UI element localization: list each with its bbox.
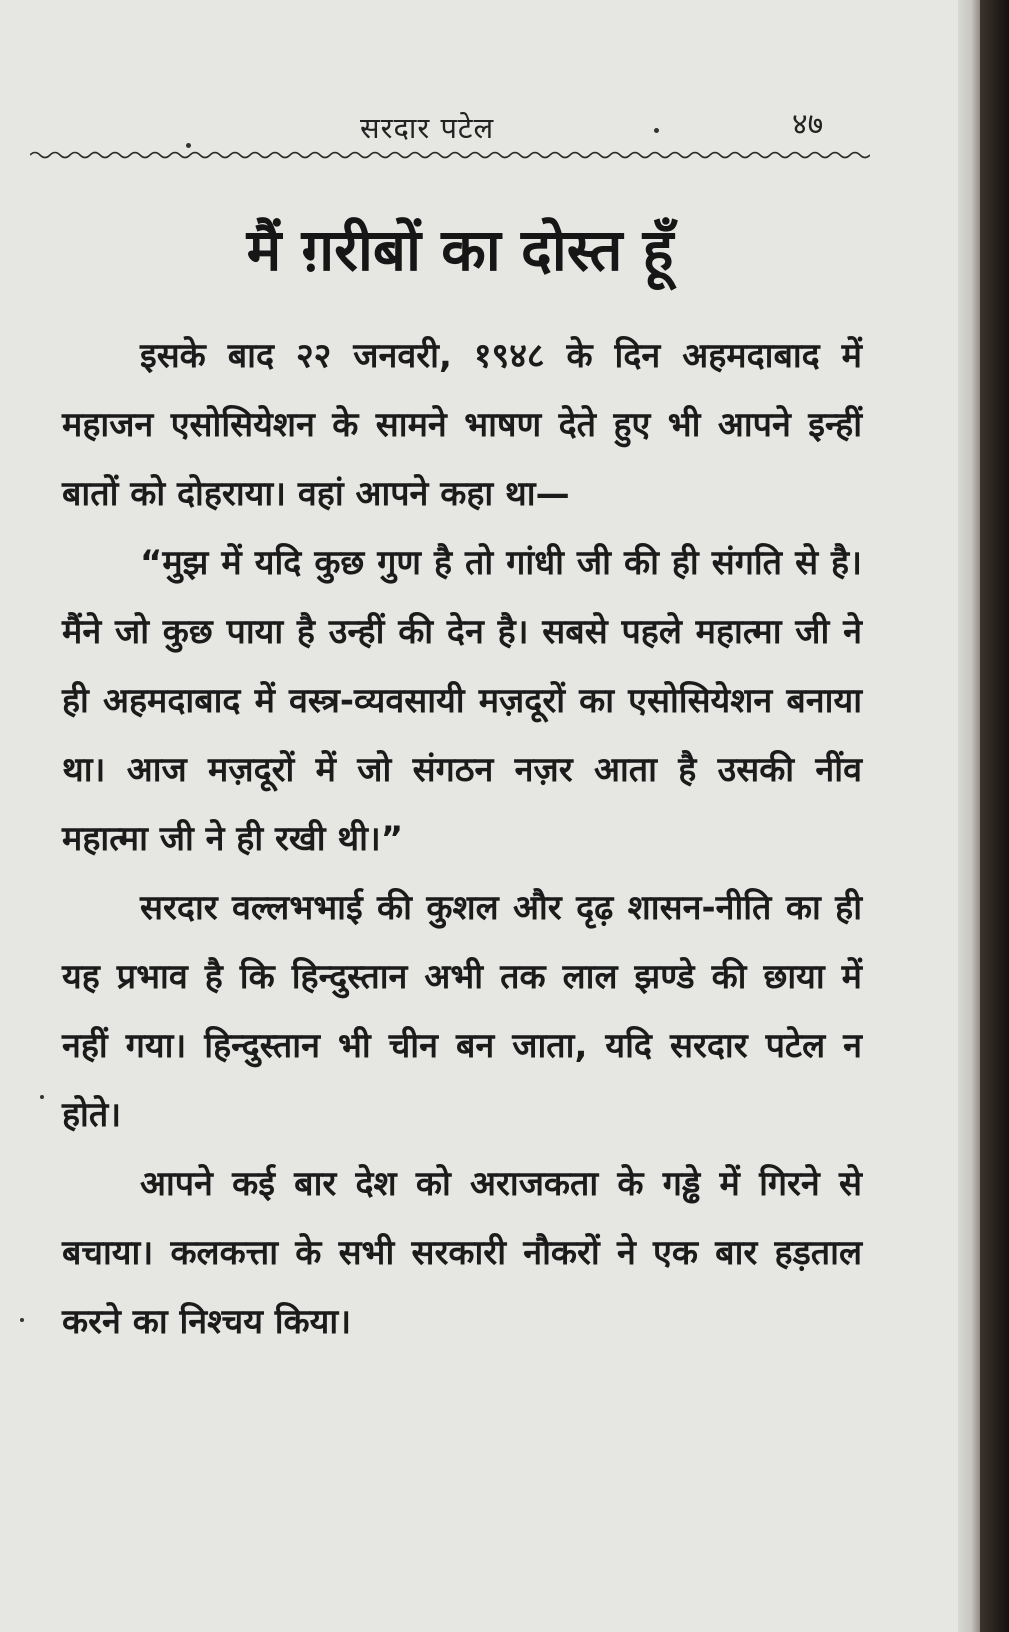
paragraph-4: आपने कई बार देश को अराजकता के गड्ढे में गिरने से बचाया। कलकत्ता के सभी सरकारी नौकरों ने एक बार हड़ताल करने का निश्चय किया। bbox=[62, 1164, 862, 1342]
print-speck bbox=[186, 143, 191, 148]
paragraph-quote: “मुझ में यदि कुछ गुण है तो गांधी जी की ही संगति से है। मैंने जो कुछ पाया है उन्हीं की देन है। सबसे पहले महात्मा जी ने ही अहमदाबाद में वस्त्र-व्यवसायी मज़दूरों का एसोसियेशन बनाया था। आज मज़दूरों में जो संगठन नज़र आता है उसकी नींव महात्मा जी ने ही रखी थी।” bbox=[62, 543, 862, 859]
paragraph-1: इसके बाद २२ जनवरी, १९४८ के दिन अहमदाबाद में महाजन एसोसियेशन के सामने भाषण देते हुए भी आपने इन्हीं बातों को दोहराया। वहां आपने कहा था— bbox=[62, 336, 862, 514]
page-edge bbox=[958, 0, 980, 1632]
body-text bbox=[62, 322, 862, 1357]
page-number: ४७ bbox=[792, 107, 824, 142]
running-head: सरदार पटेल bbox=[360, 111, 495, 145]
print-speck bbox=[20, 1318, 24, 1322]
wavy-divider-rule bbox=[30, 148, 870, 162]
paragraph-3: सरदार वल्लभभाई की कुशल और दृढ़ शासन-नीति का ही यह प्रभाव है कि हिन्दुस्तान अभी तक लाल झण्डे की छाया में नहीं गया। हिन्दुस्तान भी चीन बन जाता, यदि सरदार पटेल न होते। bbox=[62, 888, 862, 1135]
book-binding-edge bbox=[980, 0, 1009, 1632]
print-speck bbox=[40, 1095, 44, 1099]
chapter-title: मैं ग़रीबों का दोस्त हूँ bbox=[246, 216, 674, 284]
print-speck bbox=[654, 128, 659, 133]
